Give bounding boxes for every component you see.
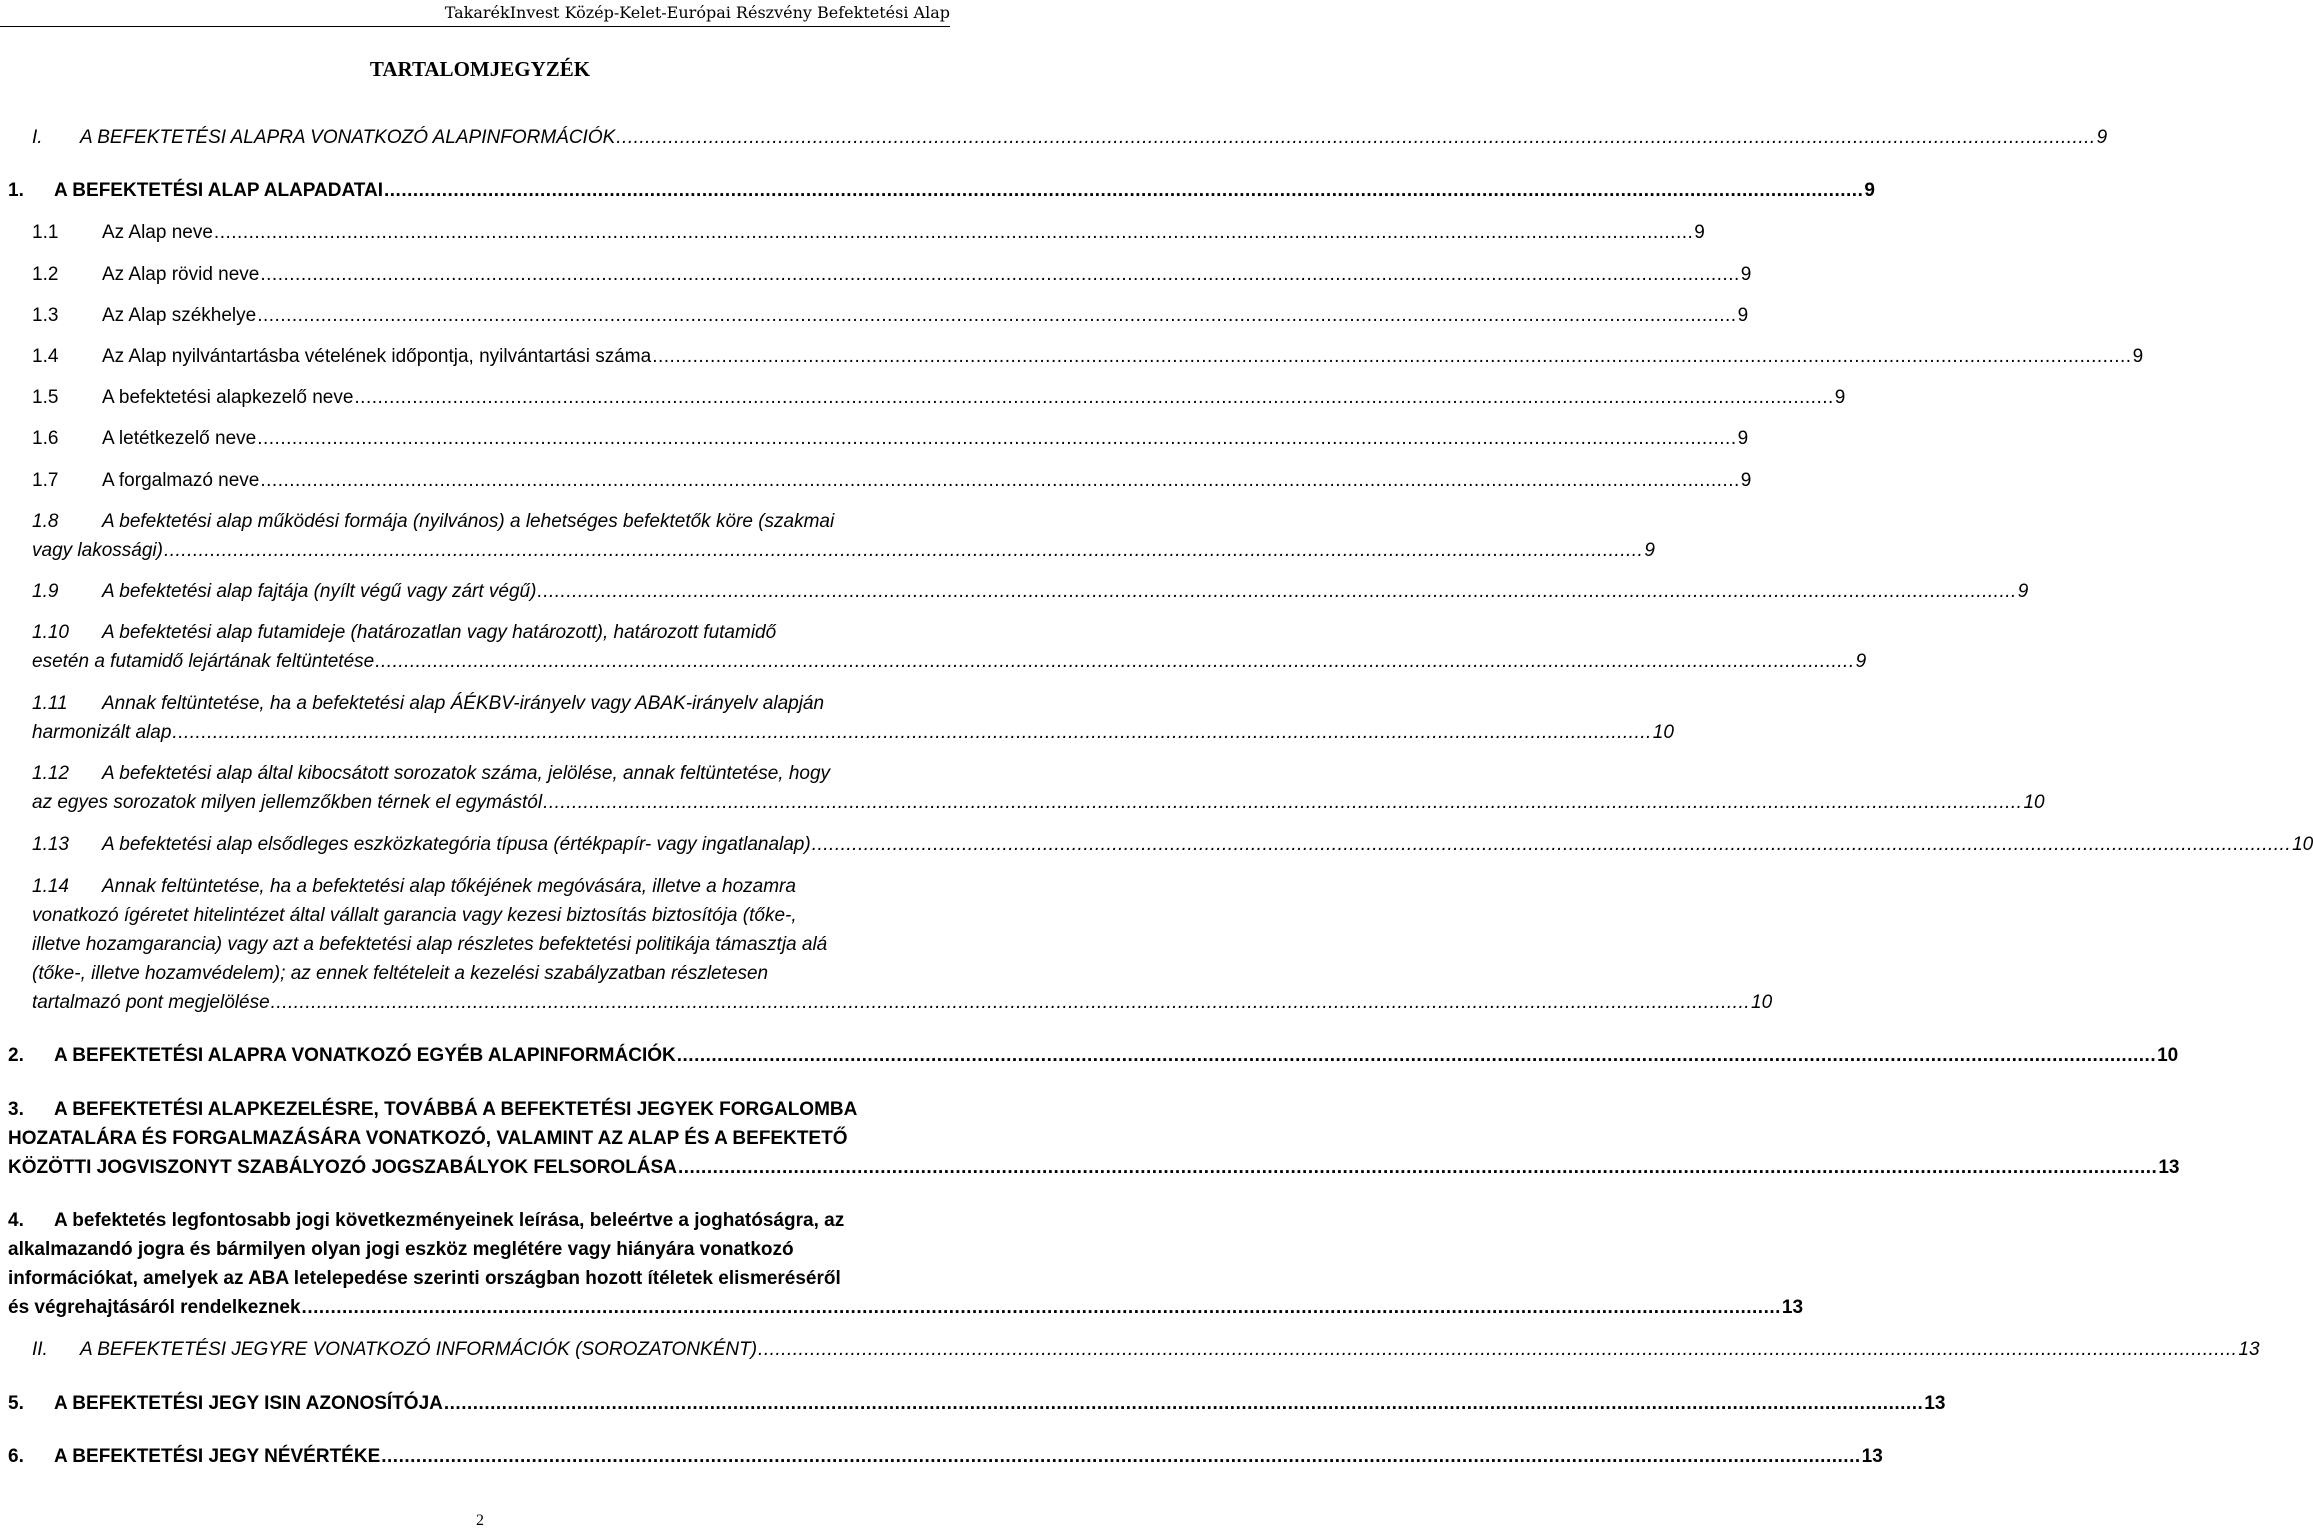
dot-leader [758,1335,2237,1364]
toc-number: 1.10 [32,622,69,643]
toc-entry-1-11[interactable] [32,689,1674,747]
dot-leader [652,342,2131,371]
dot-leader [812,830,2291,859]
toc-text: Annak feltüntetése, ha a befektetési alap tőkéjének megóvására, illetve a hozamra [102,876,796,897]
toc-page: 9 [2096,127,2108,148]
toc-text-continued: tartalmazó pont megjelölése [32,992,270,1013]
toc-text-continued: vagy lakossági) [32,540,163,561]
toc-text: A BEFEKTETÉSI ALAPKEZELÉSRE, TOVÁBBÁ A BEFEKTETÉSI JEGYEK FORGALOMBA [54,1099,858,1120]
toc-entry-6[interactable] [8,1442,1883,1471]
toc-entry-1-2[interactable] [32,260,1752,289]
toc-entry-1-8[interactable] [32,507,1655,565]
toc-number: 1.14 [32,876,69,897]
toc-entry-2[interactable] [8,1041,2179,1070]
dot-leader [677,1041,2156,1070]
toc-number: 1.8 [32,511,59,532]
toc-page: 9 [1834,387,1846,408]
toc-entry-1[interactable] [8,176,1875,205]
toc-page: 10 [1751,992,1773,1013]
toc-text: A befektetési alap elsődleges eszközkategória típusa (értékpapír- vagy ingatlanalap) [102,834,811,855]
toc-number: 1.11 [32,693,68,714]
toc-page: 9 [1740,470,1752,491]
toc-number: 1.7 [32,470,59,491]
dot-leader [678,1153,2157,1182]
toc-text: A befektetési alap működési formája (nyilvános) a lehetséges befektetők köre (szakmai [102,511,835,532]
toc-page: 9 [1864,180,1875,201]
running-header [0,0,950,27]
toc-text-continued: esetén a futamidő lejártának feltüntetése [32,651,375,672]
toc-number: I. [32,127,43,148]
toc-text-continued: és végrehajtásáról rendelkeznek [8,1297,301,1318]
dot-leader [214,218,1693,247]
toc-text: A befektetési alap fajtája (nyílt végű vagy zárt végű) [102,581,537,602]
toc-page: 13 [2158,1157,2180,1178]
toc-entry-1-7[interactable] [32,466,1752,495]
toc-entry-1-5[interactable] [32,383,1846,412]
toc-text: A befektetési alap által kibocsátott sorozatok száma, jelölése, annak feltüntetése, hogy [102,763,831,784]
toc-text: A befektetési alap futamideje (határozatlan vagy határozott), határozott futamidő [102,622,777,643]
toc-entry-1-10[interactable] [32,618,1867,676]
toc-page: 9 [1737,305,1749,326]
page-number: 2 [476,1512,484,1529]
dot-leader [354,383,1833,412]
toc-entry-II[interactable] [32,1335,2260,1364]
toc-number: 1.6 [32,428,59,449]
toc-text: A BEFEKTETÉSI JEGYRE VONATKOZÓ INFORMÁCIÓK (SOROZATONKÉNT) [80,1339,758,1360]
toc-number: 1.9 [32,581,59,602]
dot-leader [444,1389,1923,1418]
toc-text-line: (tőke-, illetve hozamvédelem); az ennek feltételeit a kezelési szabályzatban részletesen [32,963,769,984]
toc-entry-1-12[interactable] [32,759,2045,817]
dot-leader [271,988,1750,1017]
dot-leader [172,718,1651,747]
toc-text: A letétkezelő neve [102,428,257,449]
toc-page: 10 [2157,1045,2179,1066]
dot-leader [164,536,1643,565]
dot-leader [537,577,2016,606]
toc-text: A BEFEKTETÉSI ALAPRA VONATKOZÓ EGYÉB ALAPINFORMÁCIÓK [54,1045,676,1066]
toc-number: 1. [8,180,24,201]
toc-page: 9 [2017,581,2029,602]
dot-leader [375,647,1854,676]
toc-page: 10 [2023,792,2045,813]
toc-entry-4[interactable] [8,1206,1804,1322]
toc-page: 13 [1924,1393,1946,1414]
toc-number: 1.2 [32,264,59,285]
toc-number: 1.4 [32,346,59,367]
toc-text: Az Alap rövid neve [102,264,260,285]
toc-page: 9 [1694,222,1705,243]
dot-leader [616,123,2095,152]
toc-text: Annak feltüntetése, ha a befektetési alap ÁÉKBV-irányelv vagy ABAK-irányelv alapján [102,693,825,714]
toc-text: A BEFEKTETÉSI JEGY ISIN AZONOSÍTÓJA [54,1393,443,1414]
toc-text-line: információkat, amelyek az ABA letelepedése szerinti országban hozott ítéletek elismeréséről [8,1268,841,1289]
toc-entry-1-4[interactable] [32,342,2144,371]
toc-page: 13 [1781,1297,1804,1318]
toc-page: 13 [2238,1339,2260,1360]
toc-number: 1.12 [32,763,69,784]
toc-entry-1-14[interactable] [32,872,1773,1017]
toc-text-line: illetve hozamgarancia) vagy azt a befektetési alap részletes befektetési politikája támasztja alá [32,934,828,955]
toc-text: Az Alap neve [102,222,213,243]
toc-page: 13 [1861,1446,1883,1467]
toc-number: 1.1 [32,222,59,243]
toc-text: A BEFEKTETÉSI JEGY NÉVÉRTÉKE [54,1446,381,1467]
toc-entry-1-3[interactable] [32,301,1749,330]
toc-entry-5[interactable] [8,1389,1946,1418]
dot-leader [260,466,1739,495]
toc-text-line: HOZATALÁRA ÉS FORGALMAZÁSÁRA VONATKOZÓ, VALAMINT AZ ALAP ÉS A BEFEKTETŐ [8,1128,848,1149]
toc-page: 9 [1740,264,1752,285]
dot-leader [543,788,2022,817]
toc-number: 1.5 [32,387,59,408]
dot-leader [257,424,1736,453]
toc-number: 5. [8,1393,24,1414]
toc-page: 9 [1737,428,1749,449]
toc-text: A BEFEKTETÉSI ALAP ALAPADATAI [54,180,383,201]
toc-number: 4. [8,1210,24,1231]
toc-text-continued: harmonizált alap [32,722,172,743]
toc-text-line: vonatkozó ígéretet hitelintézet által vállalt garancia vagy kezesi biztosítás biztosítója (tőke-, [32,905,797,926]
dot-leader [257,301,1736,330]
toc-text: A befektetés legfontosabb jogi következményeinek leírása, beleértve a joghatóságra, az [54,1210,845,1231]
toc-text: Az Alap székhelye [102,305,257,326]
toc-text: A befektetési alapkezelő neve [102,387,354,408]
toc-number: 6. [8,1446,24,1467]
dot-leader [384,176,1863,205]
toc-text: A BEFEKTETÉSI ALAPRA VONATKOZÓ ALAPINFORMÁCIÓK [80,127,616,148]
toc-number: 1.13 [32,834,69,855]
dot-leader [302,1293,1781,1322]
dot-leader [260,260,1739,289]
toc-text: Az Alap nyilvántartásba vételének időpontja, nyilvántartási száma [102,346,652,367]
page-title: TARTALOMJEGYZÉK [369,57,591,81]
header-title: TakarékInvest Közép-Kelet-Európai Részvény Befektetési Alap [444,3,950,22]
toc-entry-1-6[interactable] [32,424,1749,453]
toc-entry-I[interactable] [32,123,2108,152]
toc-number: 1.3 [32,305,59,326]
toc-number: 3. [8,1099,24,1120]
toc-entry-1-9[interactable] [32,577,2029,606]
toc-page: 9 [1644,540,1655,561]
toc-text: A forgalmazó neve [102,470,260,491]
toc-entry-1-1[interactable] [32,218,1705,247]
toc-text-continued: KÖZÖTTI JOGVISZONYT SZABÁLYOZÓ JOGSZABÁLYOK FELSOROLÁSA [8,1157,677,1178]
toc-text-continued: az egyes sorozatok milyen jellemzőkben térnek el egymástól [32,792,543,813]
dot-leader [381,1442,1860,1471]
toc-page: 10 [1652,722,1674,743]
toc-number: 2. [8,1045,24,1066]
toc-text-line: alkalmazandó jogra és bármilyen olyan jogi eszköz meglétére vagy hiányára vonatkozó [8,1239,794,1260]
toc-entry-3[interactable] [8,1095,2180,1182]
toc-page: 9 [1855,651,1867,672]
toc-entry-1-13[interactable] [32,830,2313,859]
toc-page: 10 [2292,834,2313,855]
toc-page: 9 [2132,346,2144,367]
toc-number: II. [32,1339,48,1360]
